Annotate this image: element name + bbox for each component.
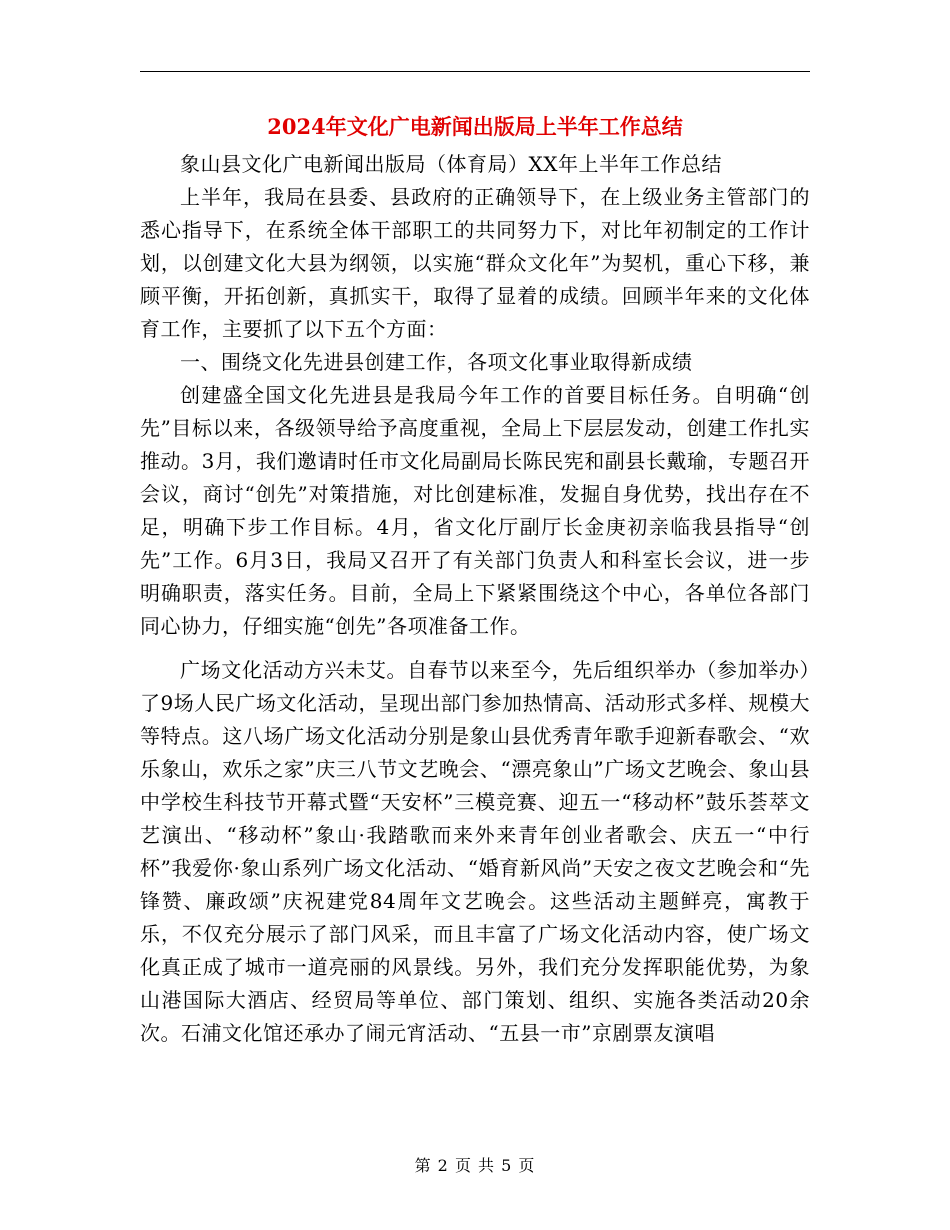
document-body (140, 148, 810, 1050)
subtitle-paragraph: 象山县文化广电新闻出版局（体育局）XX年上半年工作总结 (180, 152, 722, 176)
section-heading: 一、围绕文化先进县创建工作，各项文化事业取得新成绩 (180, 350, 693, 374)
body-paragraph: 广场文化活动方兴未艾。自春节以来至今，先后组织举办（参加举办）了9场人民广场文化活动，呈现出部门参加热情高、活动形式多样、规模大等特点。这八场广场文化活动分别是象山县优秀青年歌手迎新春歌会、“欢乐象山，欢乐之家”庆三八节文艺晚会、“漂亮象山”广场文艺晚会、象山县中学校生科技节开幕式暨“天安杯”三模竞赛、迎五一“移动杯”鼓乐荟萃文艺演出、“移动杯”象山·我踏歌而来外来青年创业者歌会、庆五一“中行杯”我爱你·象山系列广场文化活动、“婚育新风尚”天安之夜文艺晚会和“先锋赞、廉政颂”庆祝建党84周年文艺晚会。这些活动主题鲜亮，寓教于乐，不仅充分展示了部门风采，而且丰富了广场文化活动内容，使广场文化真正成了城市一道亮丽的风景线。另外，我们充分发挥职能优势，为象山港国际大酒店、经贸局等单位、部门策划、组织、实施各类活动20余次。石浦文化馆还承办了闹元宵活动、“五县一市”京剧票友演唱 (140, 658, 810, 1045)
intro-paragraph: 上半年，我局在县委、县政府的正确领导下，在上级业务主管部门的悉心指导下，在系统全体干部职工的共同努力下，对比年初制定的工作计划，以创建文化大县为纲领，以实施“群众文化年”为契机，重心下移，兼顾平衡，开拓创新，真抓实干，取得了显着的成绩。回顾半年来的文化体育工作，主要抓了以下五个方面： (140, 185, 810, 341)
page-footer: 第 2 页 共 5 页 (414, 1156, 536, 1175)
body-paragraph: 创建盛全国文化先进县是我局今年工作的首要目标任务。自明确“创先”目标以来，各级领导给予高度重视，全局上下层层发动，创建工作扎实推动。3月，我们邀请时任市文化局副局长陈民宪和副县长戴瑜，专题召开会议，商讨“创先”对策措施，对比创建标准，发掘自身优势，找出存在不足，明确下步工作目标。4月，省文化厅副厅长金庚初亲临我县指导“创先”工作。6月3日，我局又召开了有关部门负责人和科室长会议，进一步明确职责，落实任务。目前，全局上下紧紧围绕这个中心，各单位各部门同心协力，仔细实施“创先”各项准备工作。 (140, 383, 810, 638)
document-title: 2024年文化广电新闻出版局上半年工作总结 (267, 114, 683, 139)
header-rule (140, 71, 810, 72)
